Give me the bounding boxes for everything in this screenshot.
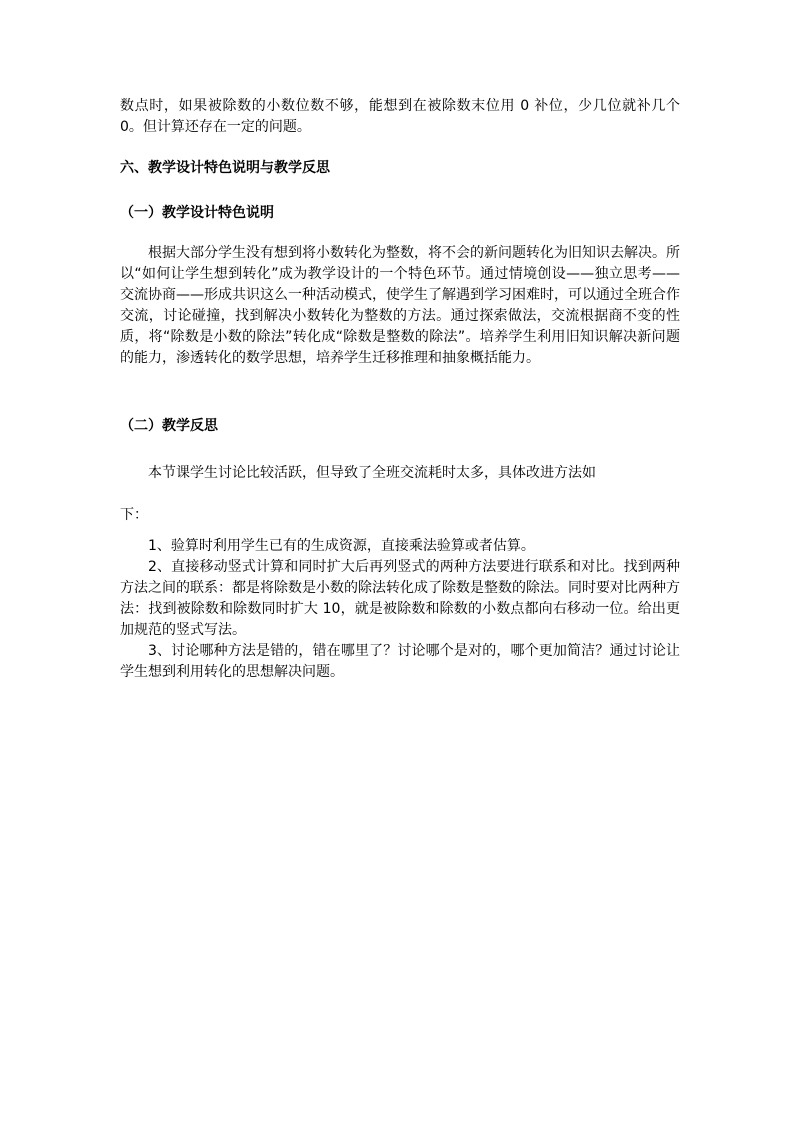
reflection-intro: 本节课学生讨论比较活跃，但导致了全班交流耗时太多，具体改进方法如 — [148, 465, 596, 481]
continuation-paragraph: 数点时，如果被除数的小数位数不够，能想到在被除数末位用 0 补位，少几位就补几个 0。但计算还存在一定的问题。 — [120, 98, 680, 135]
section-heading: 六、教学设计特色说明与教学反思 — [120, 160, 330, 176]
list-item: 2、直接移动竖式计算和同时扩大后再列竖式的两种方法要进行联系和对比。找到两种方法之间的联系：都是将除数是小数的除法转化成了除数是整数的除法。同时要对比两种方法：找到被除数和除数同时扩大 10，就是被除数和除数的小数点都向右移动一位。给出更加规范的竖式写法。 — [120, 559, 680, 638]
reflection-intro-continued: 下： — [120, 507, 148, 523]
improvement-list — [120, 536, 680, 683]
list-item: 1、验算时利用学生已有的生成资源，直接乘法验算或者估算。 — [148, 538, 535, 554]
subsection-heading-features: （一）教学设计特色说明 — [120, 205, 274, 221]
list-item: 3、讨论哪种方法是错的，错在哪里了？讨论哪个是对的，哪个更加简洁？通过讨论让学生想到利用转化的思想解决问题。 — [120, 643, 680, 680]
subsection-heading-reflection: （二）教学反思 — [120, 418, 218, 434]
features-paragraph: 根据大部分学生没有想到将小数转化为整数，将不会的新问题转化为旧知识去解决。所以“如何让学生想到转化”成为教学设计的一个特色环节。通过情境创设——独立思考——交流协商——形成共识这么一种活动模式，使学生了解遇到学习困难时，可以通过全班合作交流，讨论碰撞，找到解决小数转化为整数的方法。通过探索做法，交流根据商不变的性质，将“除数是小数的除法”转化成“除数是整数的除法”。培养学生利用旧知识解决新问题的能力，渗透转化的数学思想，培养学生迁移推理和抽象概括能力。 — [120, 245, 680, 366]
